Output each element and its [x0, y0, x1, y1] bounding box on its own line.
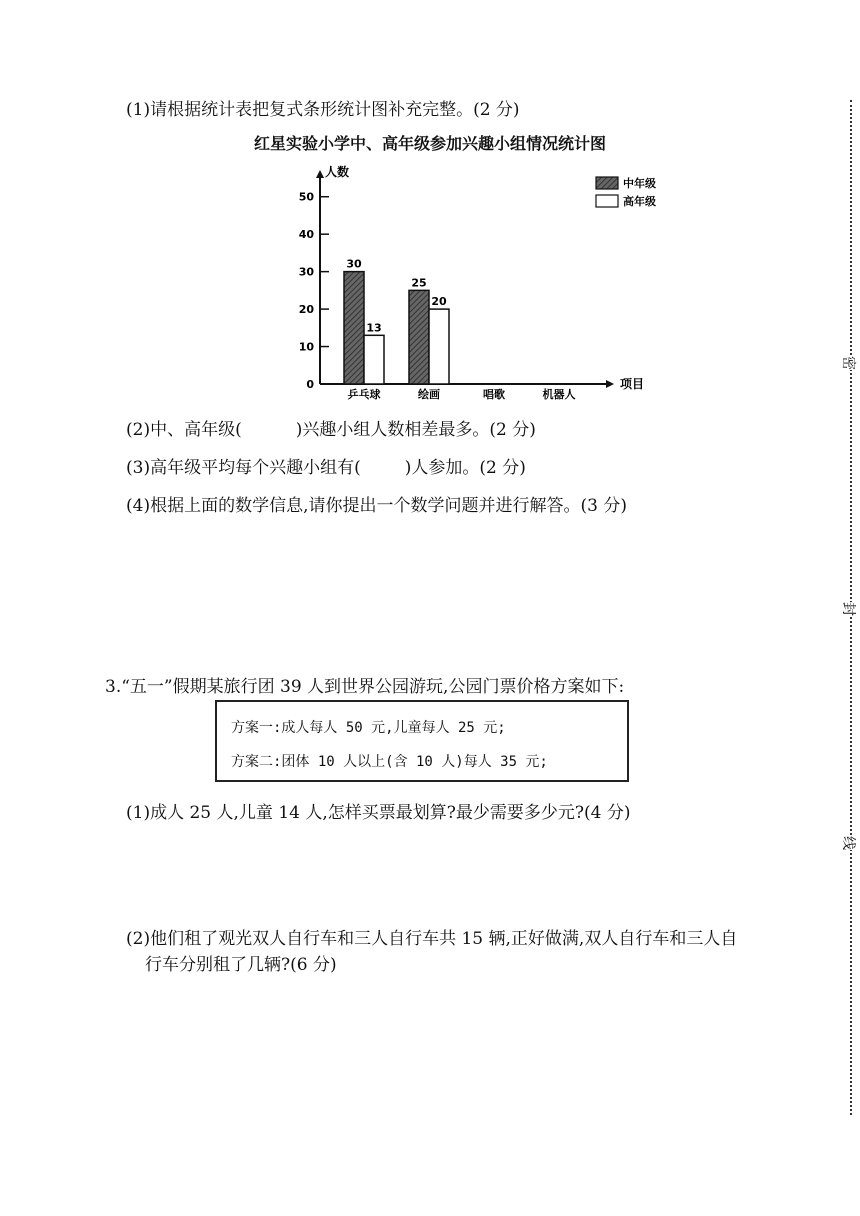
question-3-intro: 3.“五一”假期某旅行团 39 人到世界公园游玩,公园门票价格方案如下: [105, 677, 625, 697]
legend-swatch-1 [596, 195, 618, 207]
bar-data-label: 20 [431, 295, 447, 309]
bar-data-label: 13 [366, 321, 382, 335]
question-2-2-part2: )兴趣小组人数相差最多。(2 分) [295, 420, 536, 440]
question-2-3 [126, 456, 526, 480]
margin-mark-xian: 线 [836, 836, 860, 850]
chart-title: 红星实验小学中、高年级参加兴趣小组情况统计图 [253, 134, 606, 153]
ticket-price-box [215, 700, 629, 782]
chart-legend [596, 176, 656, 208]
question-2-3-part2: )人参加。(2 分) [404, 458, 526, 478]
bar-data-label: 25 [411, 276, 427, 290]
bar-chart [290, 160, 680, 405]
legend-label-0: 中年级 [623, 177, 656, 190]
question-2-3-part1: (3)高年级平均每个兴趣小组有( [126, 458, 361, 478]
plan-1: 方案一:成人每人 50 元,儿童每人 25 元; [231, 720, 506, 736]
y-tick-label: 10 [298, 340, 314, 354]
y-tick-label: 40 [298, 228, 314, 242]
bar-upper-1 [429, 309, 449, 384]
question-2-2-part1: (2)中、高年级( [126, 420, 242, 440]
y-axis-arrow [316, 170, 324, 178]
y-tick-label: 50 [298, 190, 314, 204]
y-tick-label: 20 [298, 303, 314, 317]
x-tick-label: 唱歌 [483, 388, 505, 401]
y-tick-label: 30 [298, 265, 314, 279]
y-tick-label: 0 [306, 378, 314, 391]
x-tick-label: 绘画 [418, 388, 440, 401]
bar-middle-0 [344, 272, 364, 384]
bar-data-label: 30 [346, 257, 362, 271]
bar-upper-0 [364, 335, 384, 384]
question-3-1: (1)成人 25 人,儿童 14 人,怎样买票最划算?最少需要多少元?(4 分) [126, 803, 631, 823]
legend-label-1: 高年级 [623, 195, 656, 208]
plan-2: 方案二:团体 10 人以上(含 10 人)每人 35 元; [231, 754, 548, 770]
x-axis-label: 项目 [620, 377, 645, 391]
margin-mark-feng: 封 [836, 602, 860, 616]
question-3-2-line2: 行车分别租了几辆?(6 分) [145, 955, 337, 975]
question-2-4: (4)根据上面的数学信息,请你提出一个数学问题并进行解答。(3 分) [126, 496, 627, 516]
x-tick-label: 机器人 [542, 388, 576, 401]
bar-middle-1 [409, 290, 429, 384]
legend-swatch-0 [596, 177, 618, 189]
y-axis-label: 人数 [325, 165, 350, 179]
question-2-1: (1)请根据统计表把复式条形统计图补充完整。(2 分) [126, 100, 520, 120]
x-tick-label: 乒乓球 [347, 388, 381, 401]
chart-bars [344, 258, 576, 401]
x-axis-arrow [606, 380, 614, 388]
question-2-2 [126, 418, 536, 442]
question-3-2-line1: (2)他们租了观光双人自行车和三人自行车共 15 辆,正好做满,双人自行车和三人自 [126, 929, 738, 949]
margin-mark-mi: 密 [836, 356, 860, 370]
